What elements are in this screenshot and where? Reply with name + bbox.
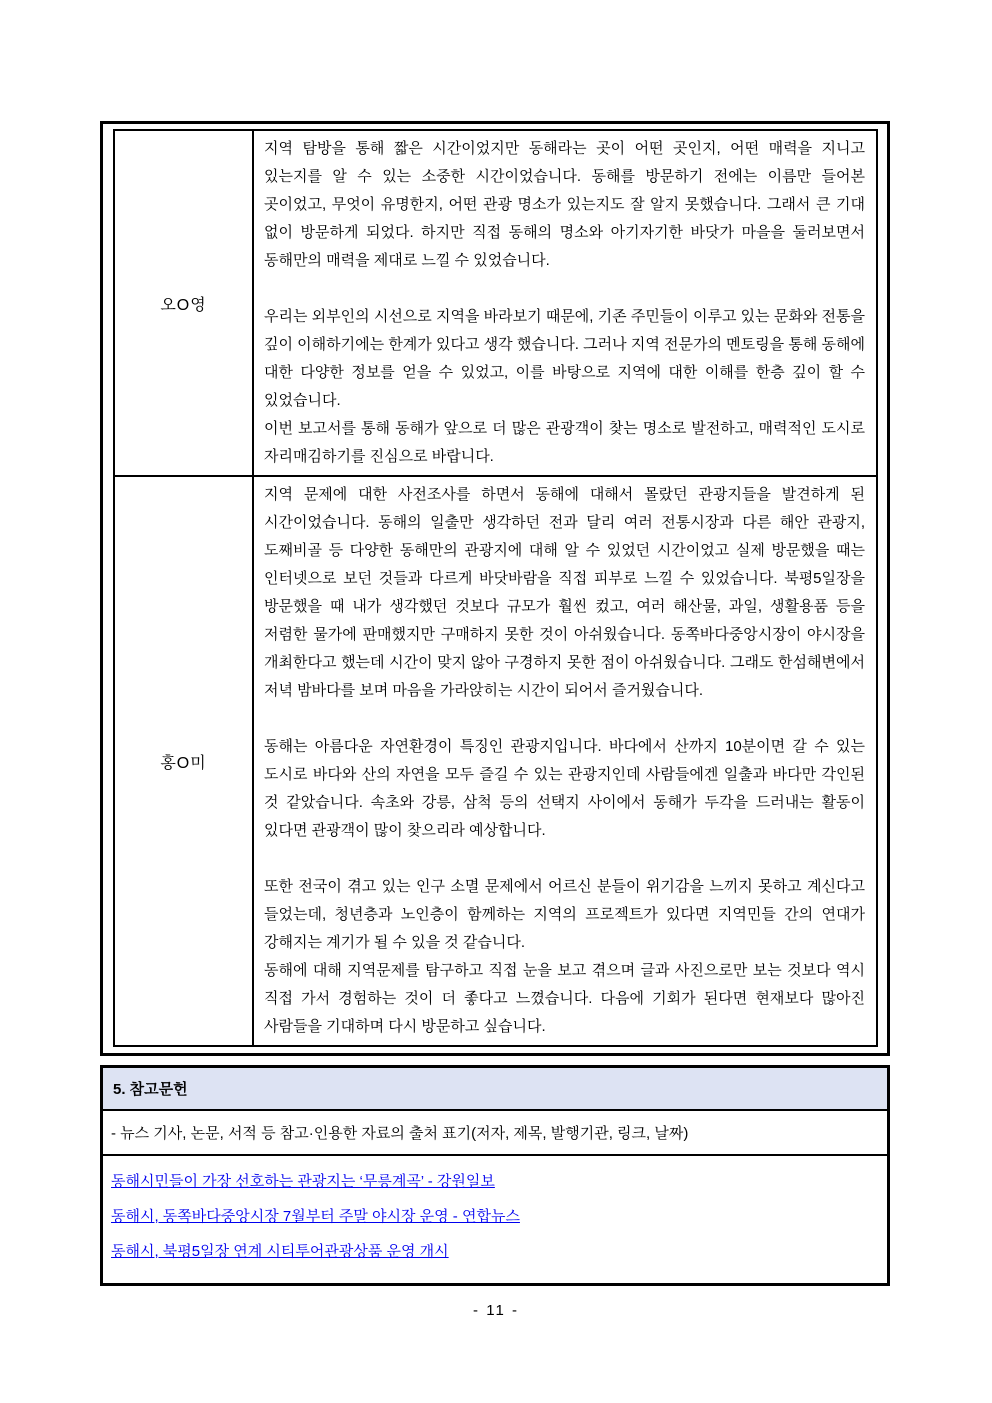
references-section-title: 5. 참고문헌 xyxy=(102,1067,889,1110)
blank-line xyxy=(264,275,865,303)
reference-link[interactable]: 동해시, 동쪽바다중앙시장 7월부터 주말 야시장 운영 - 연합뉴스 xyxy=(111,1207,520,1225)
table-row xyxy=(114,130,877,476)
blank-line xyxy=(264,845,865,873)
paragraph: 동해는 아름다운 자연환경이 특징인 관광지입니다. 바다에서 산까지 10분이면 갈 수 있는 도시로 바다와 산의 자연을 모두 즐길 수 있는 관광지인데 사람들에겐 일출과 바다만 각인된 것 같았습니다. 속초와 강릉, 삼척 등의 선택지 사이에서 동해가 두각을 드러내는 활동이 있다면 관광객이 많이 찾으리라 예상합니다. xyxy=(264,738,865,839)
reference-link[interactable]: 동해시민들이 가장 선호하는 관광지는 ‘무릉계곡’ - 강원일보 xyxy=(111,1172,495,1190)
reference-link-line xyxy=(111,1164,879,1199)
reference-link-line xyxy=(111,1199,879,1234)
reference-link[interactable]: 동해시, 북평5일장 연계 시티투어관광상품 운영 개시 xyxy=(111,1242,449,1260)
paragraph: 지역 문제에 대한 사전조사를 하면서 동해에 대해서 몰랐던 관광지들을 발견하게 된 시간이었습니다. 동해의 일출만 생각하던 전과 달리 여러 전통시장과 다른 해안 관광지, 도째비골 등 다양한 동해만의 관광지에 대해 알 수 있었던 시간이었고 실제 방문했을 때는 인터넷으로 보던 것들과 다르게 바닷바람을 직접 피부로 느낄 수 있었습니다. 북평5일장을 방문했을 때 내가 생각했던 것보다 규모가 훨씬 컸고, 여러 해산물, 과일, 생활용품 등을 저렴한 물가에 판매했지만 구매하지 못한 것이 아쉬웠습니다. 동쪽바다중앙시장이 야시장을 개최한다고 했는데 시간이 맞지 않아 구경하지 못한 점이 아쉬웠습니다. 그래도 한섬해변에서 저녁 밤바다를 보며 마음을 가라앉히는 시간이 되어서 즐거웠습니다. xyxy=(264,486,865,699)
reviewer-content-cell xyxy=(253,130,877,476)
references-links-cell xyxy=(102,1155,889,1285)
references-links-row xyxy=(102,1155,889,1285)
references-header-row xyxy=(102,1067,889,1110)
reference-link-line xyxy=(111,1234,879,1269)
reflection-table xyxy=(113,129,878,1047)
references-table xyxy=(100,1065,890,1286)
content-outer-box xyxy=(100,121,890,1056)
reviewer-name-cell: 오O영 xyxy=(114,130,253,476)
paragraph: 우리는 외부인의 시선으로 지역을 바라보기 때문에, 기존 주민들이 이루고 있는 문화와 전통을 깊이 이해하기에는 한계가 있다고 생각 했습니다. 그러나 지역 전문가의 멘토링을 통해 동해에 대한 다양한 정보를 얻을 수 있었고, 이를 바탕으로 지역에 대한 이해를 한층 깊이 할 수 있었습니다. xyxy=(264,308,865,409)
reviewer-name-cell: 홍O미 xyxy=(114,476,253,1046)
table-row xyxy=(114,476,877,1046)
paragraph: 동해에 대해 지역문제를 탐구하고 직접 눈을 보고 겪으며 글과 사진으로만 보는 것보다 역시 직접 가서 경험하는 것이 더 좋다고 느꼈습니다. 다음에 기회가 된다면 현재보다 많아진 사람들을 기대하며 다시 방문하고 싶습니다. xyxy=(264,962,865,1035)
page-number: - 11 - xyxy=(473,1302,519,1319)
references-description-row xyxy=(102,1110,889,1155)
references-description: - 뉴스 기사, 논문, 서적 등 참고·인용한 자료의 출처 표기(저자, 제목, 발행기관, 링크, 날짜) xyxy=(102,1110,889,1155)
reviewer-content-cell xyxy=(253,476,877,1046)
paragraph: 또한 전국이 겪고 있는 인구 소멸 문제에서 어르신 분들이 위기감을 느끼지 못하고 계신다고 들었는데, 청년층과 노인층이 함께하는 지역의 프로젝트가 있다면 지역민들 간의 연대가 강해지는 계기가 될 수 있을 것 같습니다. xyxy=(264,878,865,951)
blank-line xyxy=(264,705,865,733)
paragraph: 지역 탐방을 통해 짧은 시간이었지만 동해라는 곳이 어떤 곳인지, 어떤 매력을 지니고 있는지를 알 수 있는 소중한 시간이었습니다. 동해를 방문하기 전에는 이름만 들어본 곳이었고, 무엇이 유명한지, 어떤 관광 명소가 있는지도 잘 알지 못했습니다. 그래서 큰 기대 없이 방문하게 되었다. 하지만 직접 동해의 명소와 아기자기한 바닷가 마을을 둘러보면서 동해만의 매력을 제대로 느낄 수 있었습니다. xyxy=(264,140,865,269)
paragraph: 이번 보고서를 통해 동해가 앞으로 더 많은 관광객이 찾는 명소로 발전하고, 매력적인 도시로 자리매김하기를 진심으로 바랍니다. xyxy=(264,420,865,465)
